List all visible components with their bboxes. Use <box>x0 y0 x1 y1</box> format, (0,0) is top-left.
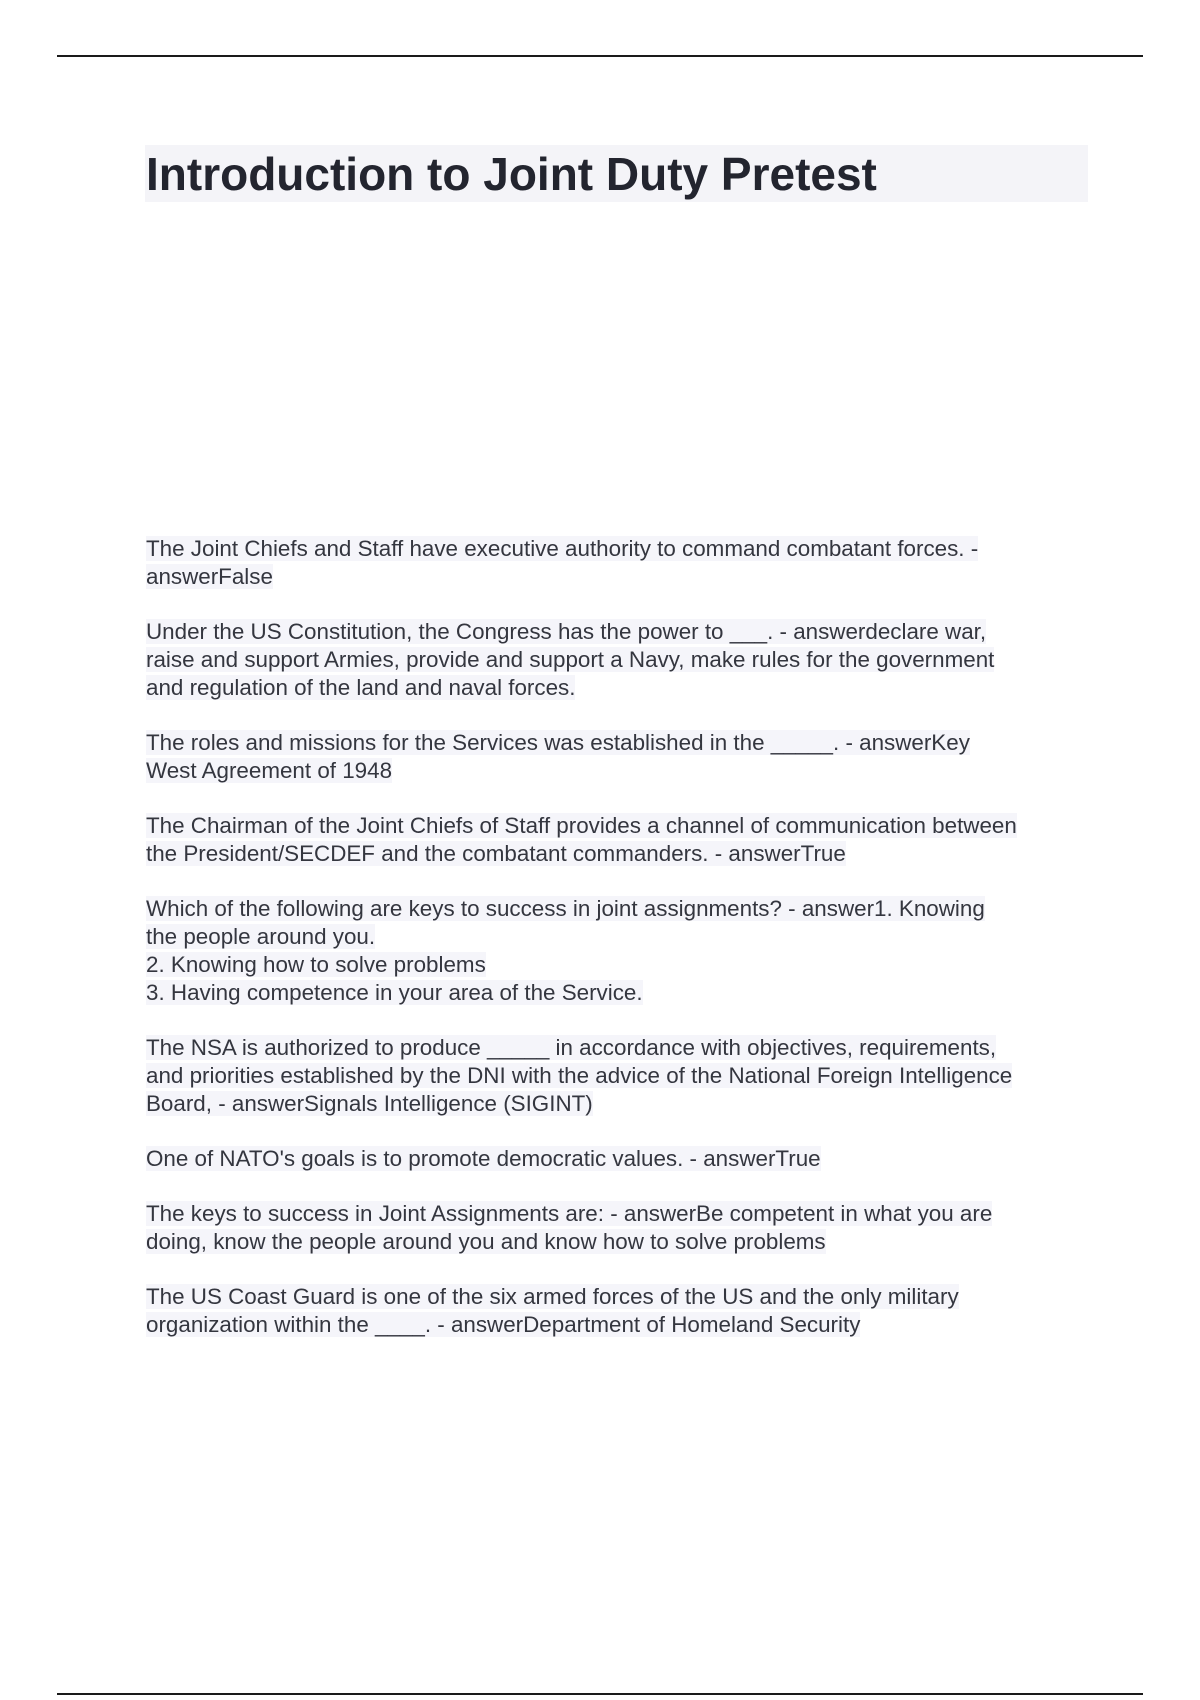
qa-item-text: Under the US Constitution, the Congress has the power to ___. - answerdeclare war, raise and support Armies, provide and support a Navy, make rules for the government and regulation of the land and naval forces. <box>146 619 995 700</box>
qa-item-text: The NSA is authorized to produce _____ in accordance with objectives, requirements, and priorities established by the DNI with the advice of the National Foreign Intelligence Board, - answerSignals Intelligence (SIGINT) <box>146 1035 1013 1116</box>
qa-item-3 <box>146 729 1096 785</box>
qa-item-6 <box>146 1034 1096 1118</box>
qa-item-text: The US Coast Guard is one of the six armed forces of the US and the only military organization within the ____. - answerDepartment of Homeland Security <box>146 1284 959 1337</box>
qa-item-1 <box>146 535 1096 591</box>
header-rule <box>57 55 1143 57</box>
qa-item-5 <box>146 895 1096 1007</box>
qa-item-text: The roles and missions for the Services was established in the _____. - answerKey West Agreement of 1948 <box>146 730 970 783</box>
qa-item-text: The keys to success in Joint Assignments are: - answerBe competent in what you are doing, know the people around you and know how to solve problems <box>146 1201 993 1254</box>
qa-item-9 <box>146 1283 1096 1339</box>
qa-item-2 <box>146 618 1096 702</box>
qa-item-text: One of NATO's goals is to promote democratic values. - answerTrue <box>146 1146 821 1171</box>
qa-item-text: Which of the following are keys to success in joint assignments? - answer1. Knowing the people around you. 2. Knowing how to solve problems 3. Having competence in your area of the Service. <box>146 896 985 1005</box>
qa-item-text: The Chairman of the Joint Chiefs of Staff provides a channel of communication between the President/SECDEF and the combatant commanders. - answerTrue <box>146 813 1017 866</box>
qa-item-text: The Joint Chiefs and Staff have executive authority to command combatant forces. - answerFalse <box>146 536 979 589</box>
footer-rule <box>57 1693 1143 1695</box>
qa-item-7 <box>146 1145 1096 1173</box>
qa-item-4 <box>146 812 1096 868</box>
question-answer-list <box>146 535 1096 1366</box>
document-title: Introduction to Joint Duty Pretest <box>146 148 877 200</box>
qa-item-8 <box>146 1200 1096 1256</box>
